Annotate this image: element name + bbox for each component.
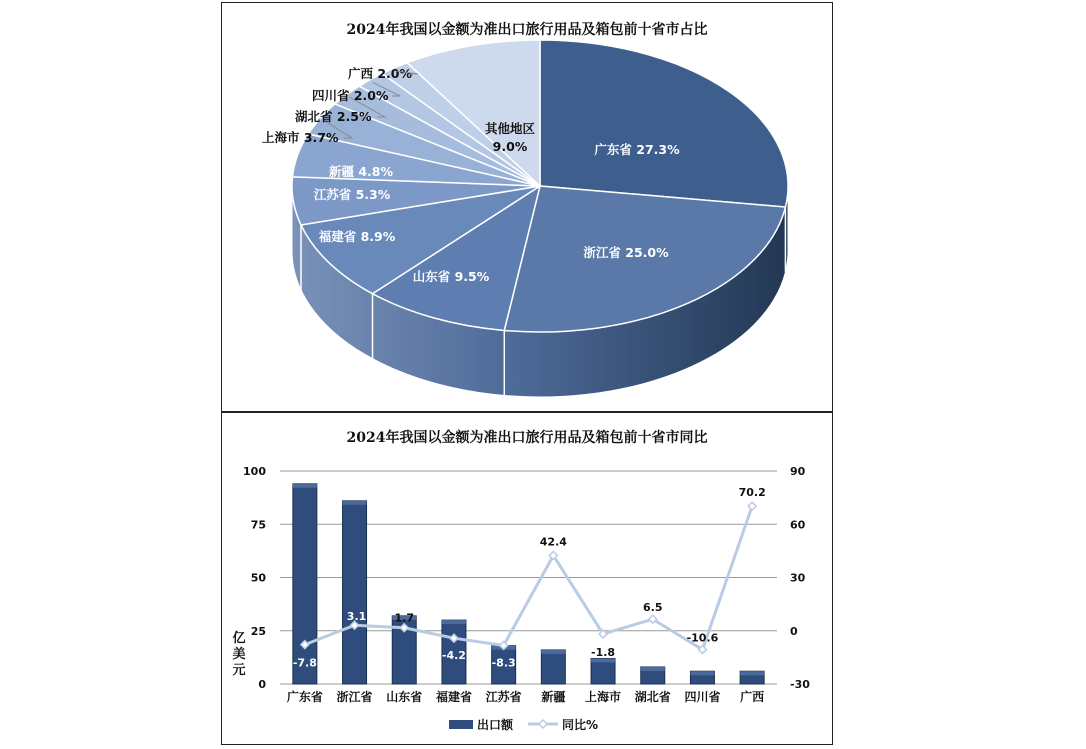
x-tick-label: 上海市 <box>585 690 622 704</box>
y-tick-label: 25 <box>250 624 266 638</box>
pie-label-5: 新疆 4.8% <box>328 164 394 179</box>
bar-top-8 <box>690 671 714 675</box>
bar-1 <box>343 501 367 684</box>
yoy-label-8: -10.6 <box>686 631 719 645</box>
pie-label-1: 浙江省 25.0% <box>583 245 669 260</box>
yoy-label-6: -1.8 <box>591 645 616 659</box>
bar-line-chart <box>222 413 831 743</box>
bar-top-7 <box>641 667 665 671</box>
yoy-point-9 <box>748 502 756 510</box>
bar-chart-title: 2024年我国以金额为准出口旅行用品及箱包前十省市同比 <box>346 430 708 446</box>
pie-label-0: 广东省 27.3% <box>594 142 680 157</box>
y2-tick-label: 30 <box>790 571 806 585</box>
pie-label-2: 山东省 9.5% <box>412 269 490 284</box>
bar-top-5 <box>541 650 565 654</box>
yoy-label-9: 70.2 <box>738 486 766 500</box>
x-tick-label: 广东省 <box>286 690 323 704</box>
pie-slice-0 <box>540 40 788 207</box>
y-tick-label: 100 <box>243 465 266 478</box>
legend-bar-swatch <box>449 720 473 729</box>
bar-top-0 <box>293 484 317 488</box>
pie-chart-title: 2024年我国以金额为准出口旅行用品及箱包前十省市占比 <box>346 22 708 38</box>
x-tick-label: 四川省 <box>684 690 721 704</box>
y2-tick-label: -30 <box>790 678 810 691</box>
pie-label-4: 江苏省 5.3% <box>313 187 391 202</box>
x-tick-label: 浙江省 <box>336 690 373 704</box>
bar-top-1 <box>343 501 367 505</box>
yoy-label-5: 42.4 <box>539 535 567 549</box>
pie-label-3: 福建省 8.9% <box>318 229 396 244</box>
y2-tick-label: 60 <box>790 518 806 532</box>
pie-label-6: 上海市 3.7% <box>262 130 339 145</box>
bar-top-3 <box>442 620 466 624</box>
y2-tick-label: 0 <box>790 624 798 638</box>
yoy-label-1: 3.1 <box>346 610 367 624</box>
y-axis-label-char: 美 <box>232 647 246 662</box>
pie-label-other-value: 9.0% <box>492 139 528 154</box>
y-tick-label: 0 <box>258 678 266 691</box>
bar-5 <box>541 650 565 684</box>
x-tick-label: 湖北省 <box>634 690 671 704</box>
y-axis-label-char: 亿 <box>232 631 246 646</box>
pie-label-7: 湖北省 2.5% <box>295 109 372 124</box>
yoy-label-3: -4.2 <box>441 649 466 663</box>
x-tick-label: 广西 <box>740 690 765 704</box>
legend-line-label: 同比% <box>562 718 599 732</box>
x-tick-label: 新疆 <box>541 690 566 704</box>
pie-label-8: 四川省 2.0% <box>312 88 389 103</box>
y2-tick-label: 90 <box>790 465 806 478</box>
bar-chart-panel <box>221 412 833 745</box>
yoy-label-7: 6.5 <box>643 601 663 615</box>
bar-0 <box>293 484 317 684</box>
x-tick-label: 江苏省 <box>485 690 522 704</box>
pie-chart <box>222 3 831 410</box>
bar-top-6 <box>591 658 615 662</box>
legend-line-marker <box>539 720 547 728</box>
y-tick-label: 75 <box>250 518 266 532</box>
x-tick-label: 福建省 <box>435 690 472 704</box>
x-tick-label: 山东省 <box>386 690 423 704</box>
pie-label-other-name: 其他地区 <box>484 121 536 136</box>
legend-bar-label: 出口额 <box>477 718 514 732</box>
yoy-label-0: -7.8 <box>292 656 317 670</box>
pie-label-9: 广西 2.0% <box>348 66 413 81</box>
y-tick-label: 50 <box>250 571 266 585</box>
pie-chart-panel <box>221 2 833 412</box>
yoy-label-4: -8.3 <box>491 656 516 670</box>
yoy-label-2: 1.7 <box>394 611 414 625</box>
bar-top-9 <box>740 671 764 675</box>
y-axis-label-char: 元 <box>232 663 246 678</box>
